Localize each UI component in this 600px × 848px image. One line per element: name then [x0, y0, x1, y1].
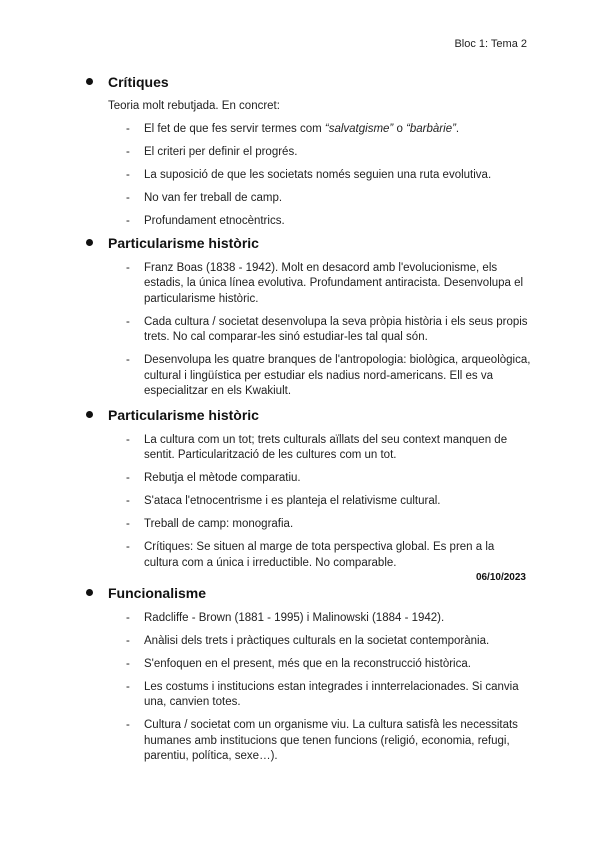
list-item: - Desenvolupa les quatre branques de l'antropologia: biològica, arqueològica, cultural i lingüística per estudiar els nadius nord-americans. Ell es va especialitzar en els Kwakiult.: [126, 354, 531, 397]
dash-icon: -: [126, 145, 130, 158]
item-list: [86, 433, 531, 572]
list-item: - Rebutja el mètode comparatiu.: [86, 471, 531, 487]
list-item: - La cultura com un tot; trets culturals aïllats del seu context manquen de sentit. Particularització de les cultures com un tot.: [126, 433, 508, 461]
dash-icon: -: [126, 261, 130, 274]
section-particularisme-2: [86, 405, 531, 571]
list-item: - Radcliffe - Brown (1881 - 1995) i Malinowski (1884 - 1942).: [86, 611, 531, 627]
dash-icon: -: [126, 611, 130, 624]
list-item: - El criteri per definir el progrés.: [86, 145, 531, 161]
list-item: - Cada cultura / societat desenvolupa la seva pròpia història i els seus propis trets. No cal comparar-les sinó estudiar-les tal qual són.: [126, 315, 528, 343]
item-list: [86, 122, 531, 230]
list-item: - El fet de que fes servir termes com “salvatgisme” o “barbàrie”.: [86, 122, 531, 138]
bullet-icon: [86, 239, 93, 246]
dash-icon: -: [126, 680, 130, 693]
section-title: Crítiques: [86, 72, 531, 92]
item-list: [86, 261, 531, 400]
section-particularisme-1: [86, 233, 531, 400]
dash-icon: -: [126, 191, 130, 204]
list-item: - La suposició de que les societats només seguien una ruta evolutiva.: [86, 168, 531, 184]
dash-icon: -: [126, 122, 130, 135]
section-intro: Teoria molt rebutjada. En concret:: [108, 100, 280, 112]
list-item: - Crítiques: Se situen al marge de tota perspectiva global. Es pren a la cultura com a única i irreductible. No comparable.: [126, 541, 495, 569]
bullet-icon: [86, 589, 93, 596]
date-stamp: 06/10/2023: [475, 572, 526, 583]
list-item: - Cultura / societat com un organisme viu. La cultura satisfà les necessitats humanes amb institucions que tenen funcions (religió, economia, refugi, parentiu, política, sexe…).: [126, 719, 518, 762]
list-item: - Franz Boas (1838 - 1942). Molt en desacord amb l'evolucionisme, els estadis, la única línea evolutiva. Profundament antiracista. Desenvolupa el particularisme històric.: [126, 261, 524, 305]
dash-icon: -: [126, 433, 130, 446]
list-item: - S'ataca l'etnocentrisme i es planteja el relativisme cultural.: [86, 494, 531, 510]
page-header: Bloc 1: Tema 2: [454, 38, 527, 50]
dash-icon: -: [126, 354, 130, 366]
dash-icon: -: [126, 214, 130, 227]
bullet-icon: [86, 411, 93, 418]
dash-icon: -: [126, 495, 130, 507]
dash-icon: -: [126, 472, 130, 484]
section-title: Particularisme històric: [86, 405, 531, 425]
dash-icon: -: [126, 541, 130, 553]
section-title: Funcionalisme: [86, 583, 531, 603]
item-list: [86, 611, 531, 765]
dash-icon: -: [126, 719, 130, 731]
dash-icon: -: [126, 657, 130, 670]
dash-icon: -: [126, 634, 130, 647]
section-funcionalisme: [86, 583, 531, 765]
list-item: - Profundament etnocèntrics.: [86, 214, 531, 230]
list-item: - Treball de camp: monografia.: [86, 517, 531, 533]
section-title: Particularisme històric: [86, 233, 531, 253]
section-critiques: [86, 72, 531, 229]
dash-icon: -: [126, 168, 130, 181]
bullet-icon: [86, 78, 93, 85]
list-item: - S'enfoquen en el present, més que en la reconstrucció històrica.: [86, 657, 531, 673]
list-item: - Les costums i institucions estan integrades i innterrelacionades. Si canvia una, canvien totes.: [126, 680, 519, 708]
list-item: - No van fer treball de camp.: [86, 191, 531, 207]
list-item: - Anàlisi dels trets i pràctiques culturals en la societat contemporània.: [86, 634, 531, 650]
dash-icon: -: [126, 518, 130, 530]
dash-icon: -: [126, 315, 130, 328]
